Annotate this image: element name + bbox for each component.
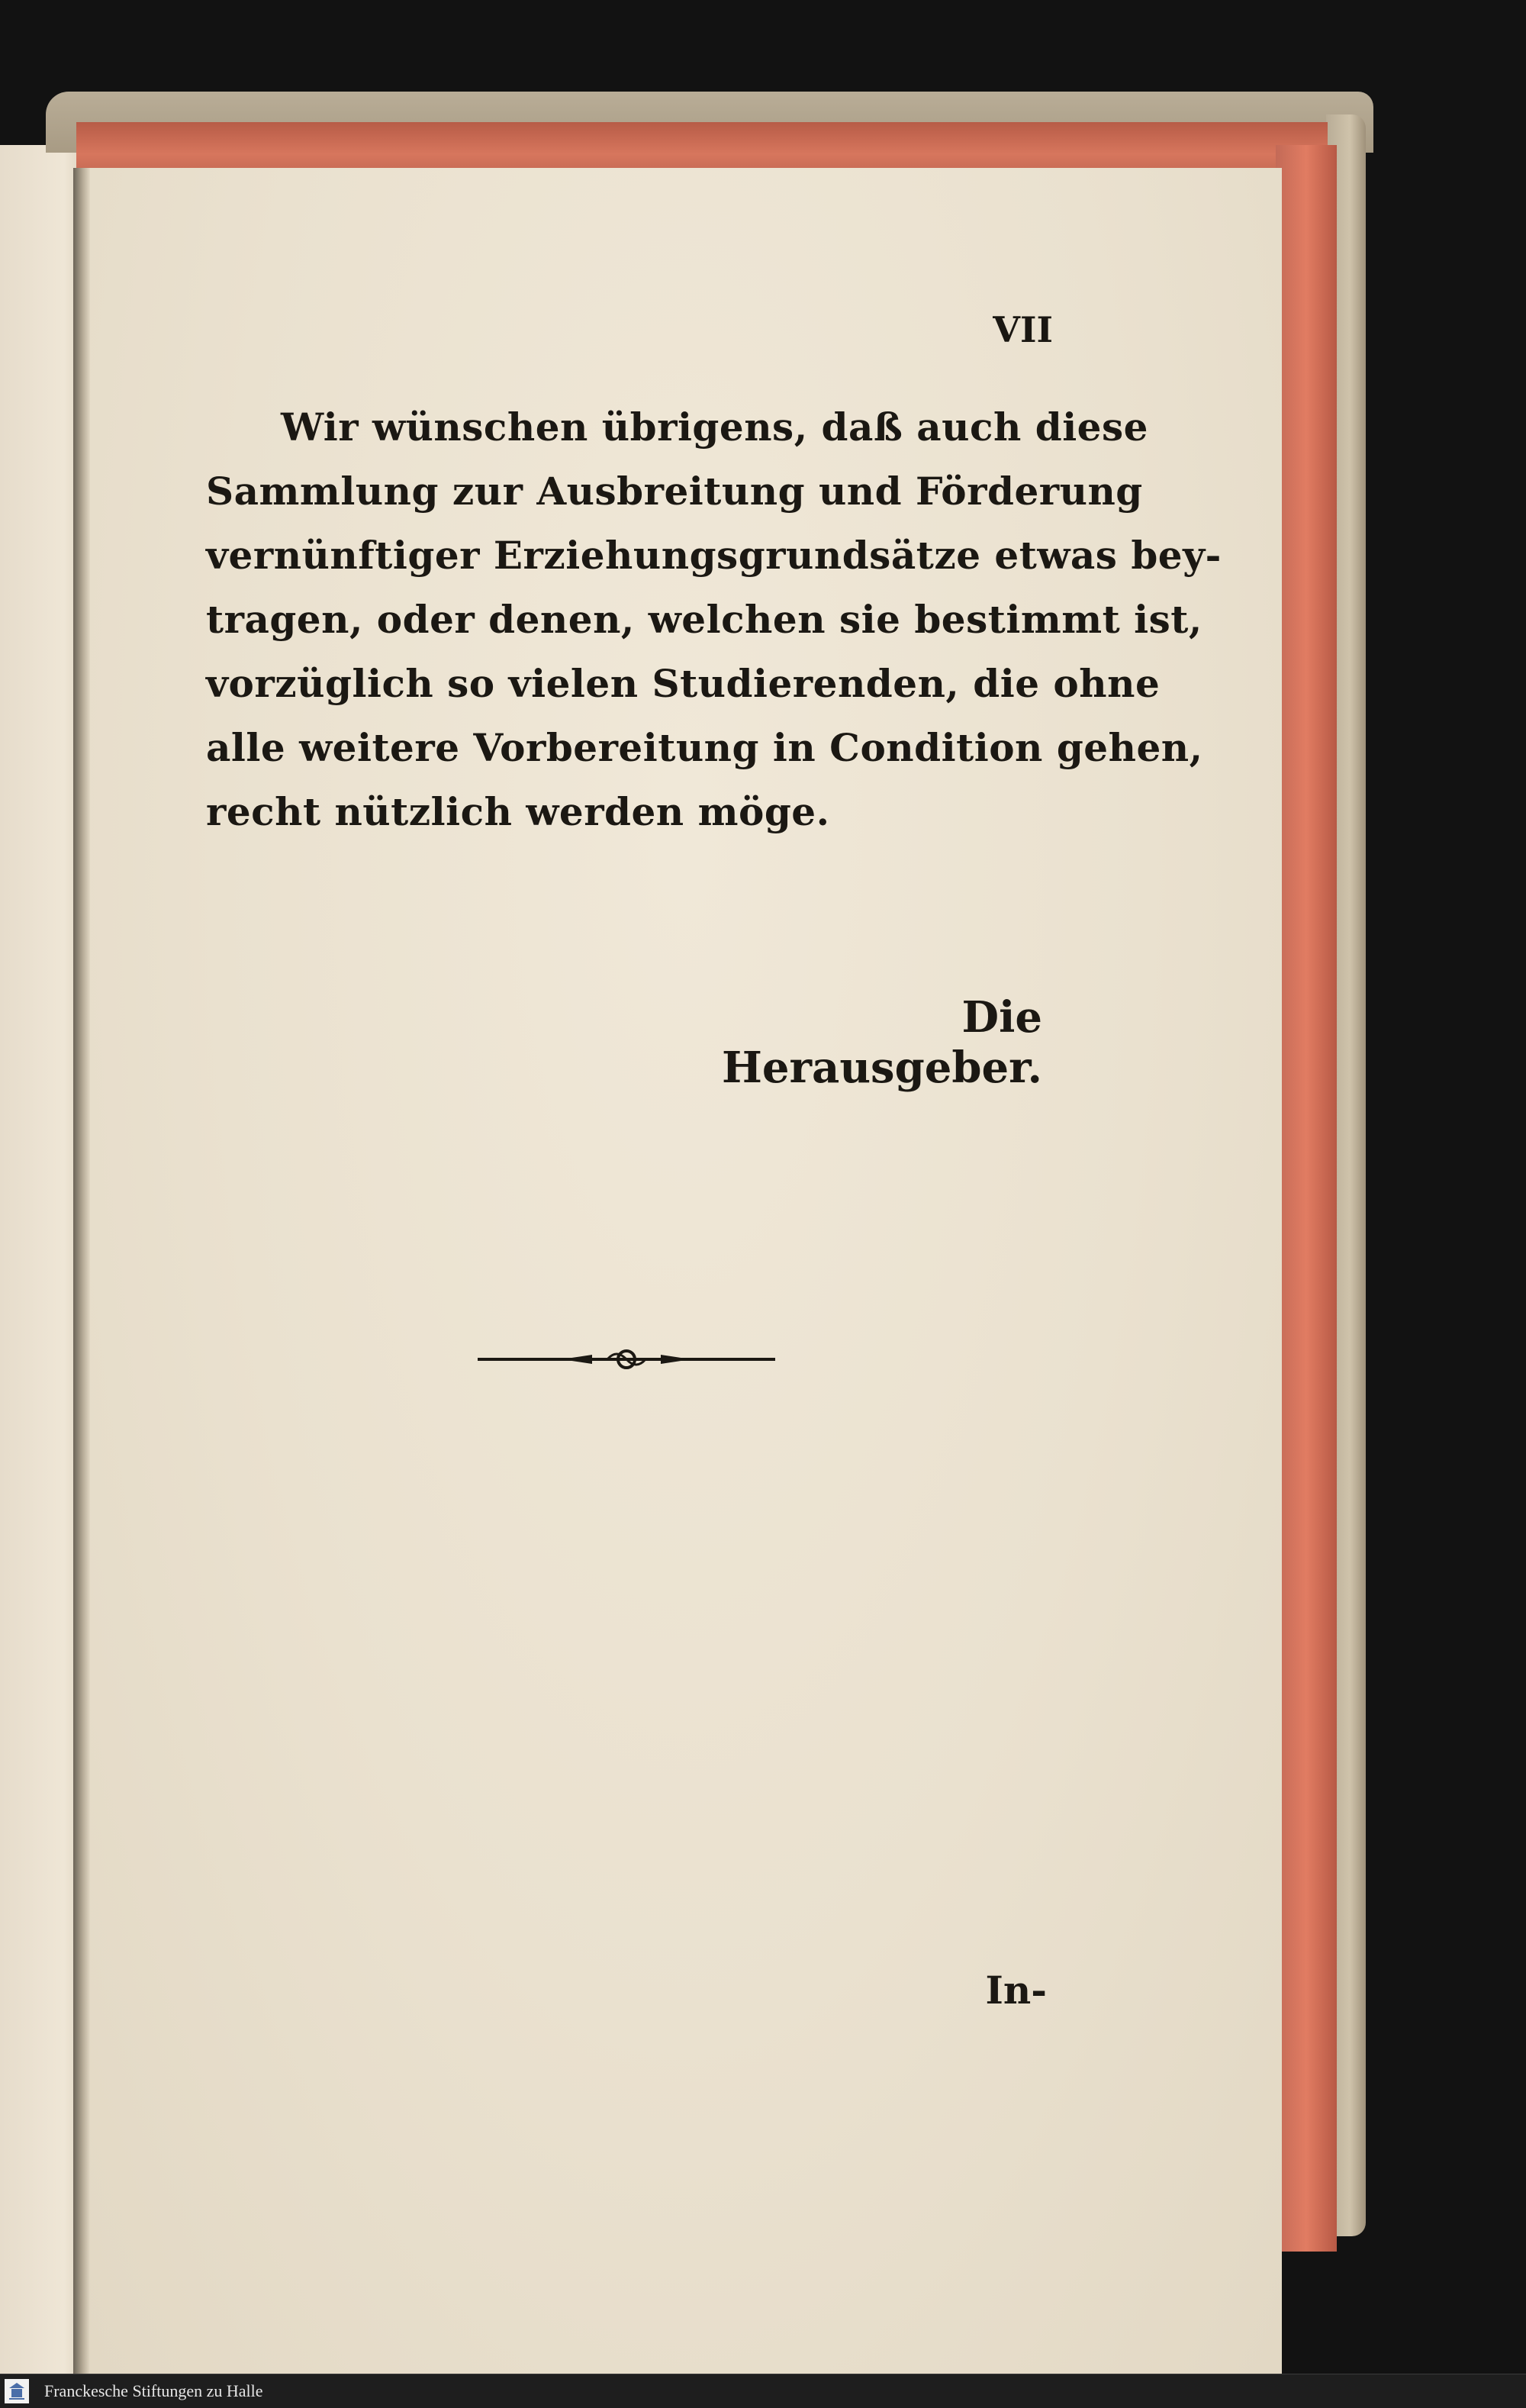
text-line-2: Sammlung zur Ausbreitung und Förderung — [206, 469, 1143, 514]
credit-text: Franckesche Stiftungen zu Halle — [44, 2381, 263, 2400]
text-line-5: vorzüglich so vielen Studierenden, die ohne — [206, 661, 1161, 706]
signature-line: Die Herausgeber. — [722, 992, 1042, 1093]
page-number: VII — [993, 309, 1053, 350]
text-line-3: vernünftiger Erziehungsgrundsätze etwas bey- — [206, 533, 1222, 578]
credit-bar — [0, 2374, 1526, 2408]
text-line-6: alle weitere Vorbereitung in Condition gehen, — [206, 725, 1203, 770]
text-line-4: tragen, oder denen, welchen sie bestimmt ist, — [206, 597, 1202, 642]
ornament-rule-icon — [478, 1348, 775, 1371]
page-gutter — [73, 168, 90, 2374]
text-line-7: recht nützlich werden möge. — [206, 789, 830, 834]
text-line-1: Wir wünschen übrigens, daß auch diese — [281, 405, 1148, 450]
institution-logo-icon — [5, 2379, 29, 2403]
red-page-edge-right — [1276, 145, 1337, 2252]
catchword: In- — [985, 1968, 1047, 2013]
